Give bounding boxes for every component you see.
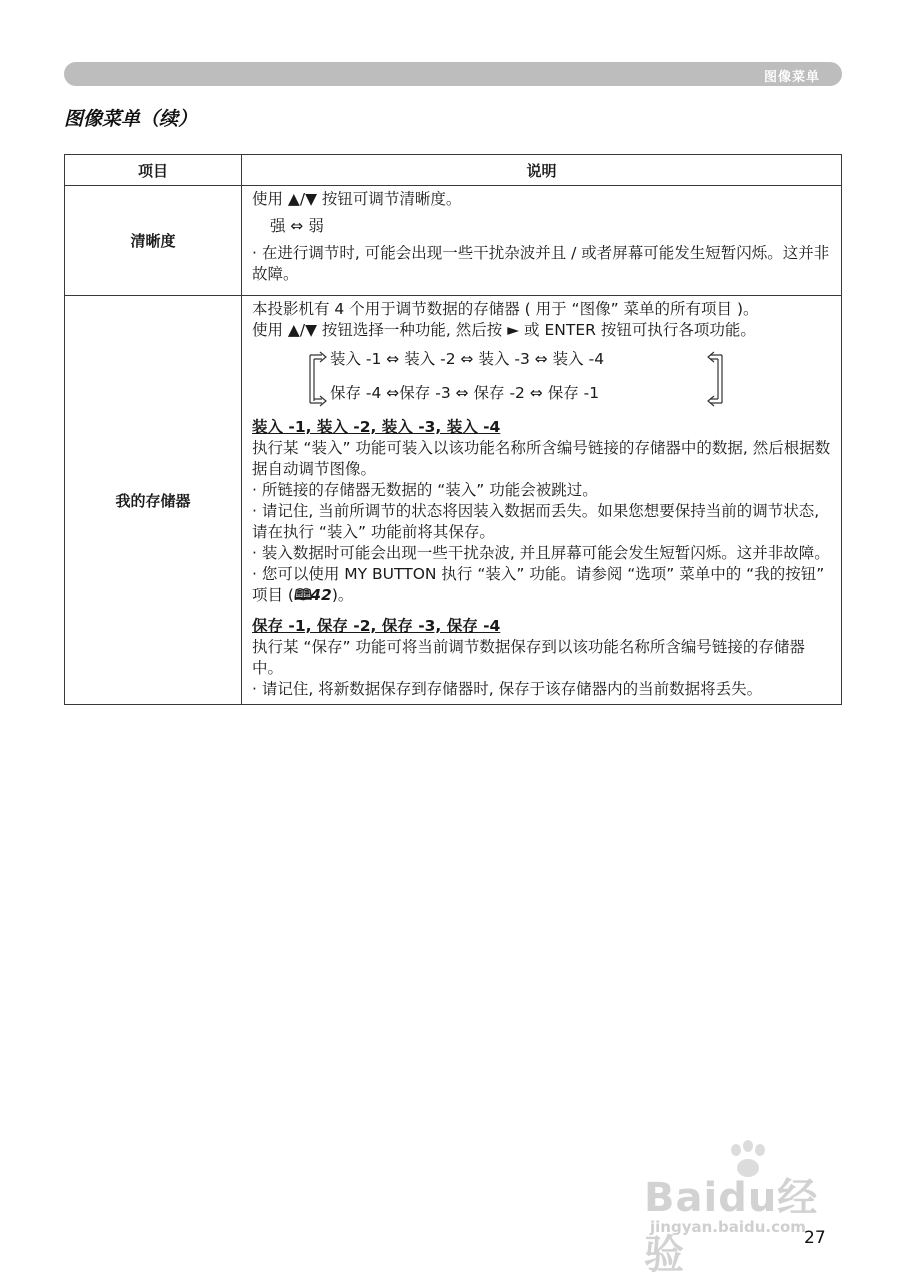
watermark-brand: Baidu经验 [644,1175,819,1278]
column-header-item: 项目 [65,155,242,186]
load-heading: 装入 -1, 装入 -2, 装入 -3, 装入 -4 [252,418,501,436]
table-header-row [65,155,842,186]
load-note-mybutton [252,564,833,606]
item-sharpness: 清晰度 [65,186,242,296]
header-section-label: 图像菜单 [763,70,820,85]
save-note-lost: · 请记住, 将新数据保存到存储器时, 保存于该存储器内的当前数据将丢失。 [252,680,763,698]
table-row-sharpness [65,186,842,296]
sharpness-range: 强 ⇔ 弱 [270,217,324,235]
menu-spec-table [64,154,842,705]
mybutton-text: · 您可以使用 MY BUTTON 执行 “装入” 功能。请参阅 “选项” 菜单中的 “我的按钮” 项目 ( [252,565,825,604]
load-description: 执行某 “装入” 功能可装入以该功能名称所含编号链接的存储器中的数据, 然后根据数据自动调节图像。 [252,439,831,478]
page-title: 图像菜单（续） [64,108,198,130]
page-reference-number: 42 [310,586,332,604]
sharpness-note: · 在进行调节时, 可能会出现一些干扰杂波并且 / 或者屏幕可能发生短暂闪烁。这并非故障。 [252,244,830,283]
page-reference-link[interactable] [294,586,332,604]
item-my-memory: 我的存储器 [65,296,242,705]
column-header-description: 说明 [242,155,842,186]
watermark [640,1140,850,1278]
mybutton-end: )。 [331,586,354,604]
sharpness-usage: 使用 ▲/▼ 按钮可调节清晰度。 [252,190,462,208]
watermark-url: jingyan.baidu.com [650,1218,806,1236]
table-row-my-memory [65,296,842,705]
cycle-load-row: 装入 -1 ⇔ 装入 -2 ⇔ 装入 -3 ⇔ 装入 -4 [330,350,605,368]
my-memory-usage: 使用 ▲/▼ 按钮选择一种功能, 然后按 ► 或 ENTER 按钮可执行各项功能。 [252,321,756,339]
load-note-noise: · 装入数据时可能会出现一些干扰杂波, 并且屏幕可能会发生短暂闪烁。这并非故障。 [252,544,830,562]
save-description: 执行某 “保存” 功能可将当前调节数据保存到以该功能名称所含编号链接的存储器中。 [252,638,805,677]
memory-cycle-diagram [252,345,833,411]
load-note-skip: · 所链接的存储器无数据的 “装入” 功能会被跳过。 [252,481,598,499]
description-sharpness [242,186,842,296]
book-icon: 🕮 [293,586,311,604]
my-memory-intro: 本投影机有 4 个用于调节数据的存储器 ( 用于 “图像” 菜单的所有项目 )。 [252,300,759,318]
header-bar [64,62,842,86]
description-my-memory [242,296,842,705]
load-note-lost: · 请记住, 当前所调节的状态将因装入数据而丢失。如果您想要保持当前的调节状态, 请在执行 “装入” 功能前将其保存。 [252,502,820,541]
save-heading: 保存 -1, 保存 -2, 保存 -3, 保存 -4 [252,617,501,635]
page-number: 27 [804,1228,826,1248]
cycle-save-row: 保存 -4 ⇔保存 -3 ⇔ 保存 -2 ⇔ 保存 -1 [330,384,600,402]
